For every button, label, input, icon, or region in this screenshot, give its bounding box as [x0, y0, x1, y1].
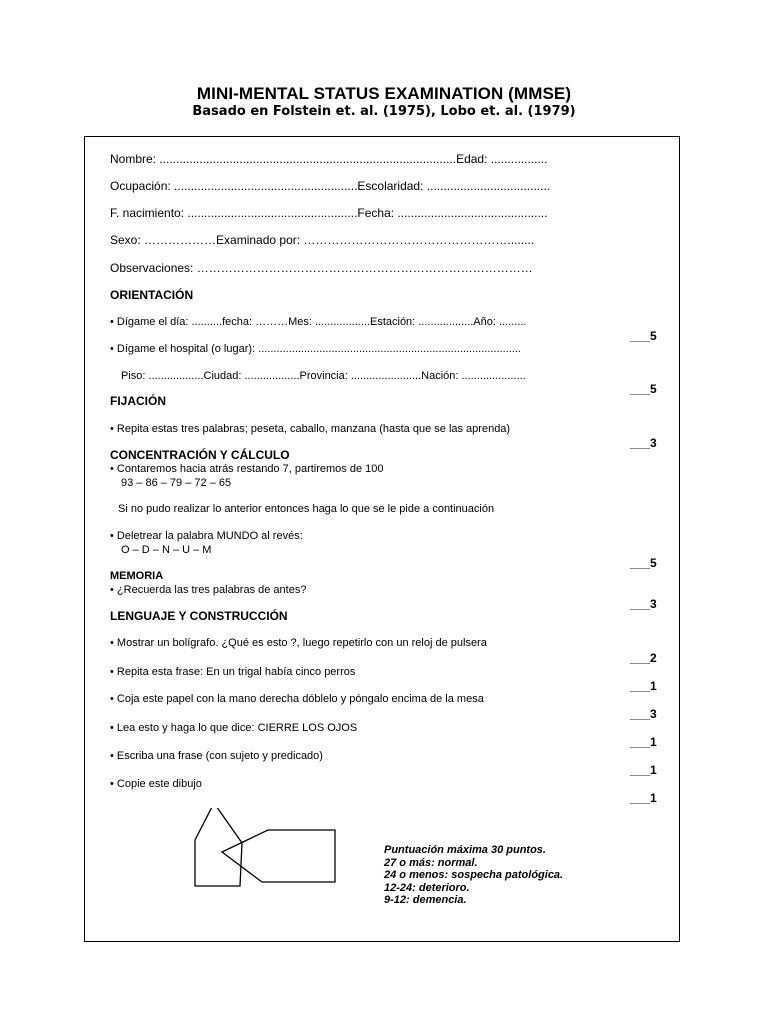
memoria-item: • ¿Recuerda las tres palabras de antes? — [110, 584, 307, 596]
score-lenguaje-item: ___2 — [630, 651, 657, 665]
sexo-examinador-field: Sexo: ………………Examinado por: ……………………………………………........ — [110, 233, 535, 247]
fijacion-item: • Repita estas tres palabras; peseta, caballo, manzana (hasta que se las aprenda) — [110, 423, 511, 435]
legend-line: 24 o menos: sospecha patológica. — [384, 869, 564, 881]
score-orientacion-tiempo: ___5 — [630, 329, 657, 343]
score-lenguaje-item: ___1 — [630, 735, 657, 749]
section-heading-lenguaje: LENGUAJE Y CONSTRUCCIÓN — [110, 609, 288, 623]
lenguaje-item: • Repita esta frase: En un trigal había cinco perros — [110, 666, 356, 678]
lenguaje-item: • Mostrar un bolígrafo. ¿Qué es esto ?, luego repetirlo con un reloj de pulsera — [110, 637, 487, 649]
score-lenguaje-item: ___1 — [630, 763, 657, 777]
score-fijacion: ___3 — [630, 436, 657, 450]
lenguaje-item: • Lea esto y haga lo que dice: CIERRE LOS OJOS — [110, 722, 358, 734]
score-orientacion-lugar: ___5 — [630, 382, 657, 396]
observaciones-field: Observaciones: ………………………………………………………………………… — [110, 261, 533, 275]
pentagon-left — [195, 808, 242, 886]
deletrear-item: • Deletrear la palabra MUNDO al revés: — [110, 530, 303, 542]
section-heading-concentracion: CONCENTRACIÓN Y CÁLCULO — [110, 448, 290, 462]
score-lenguaje-item: ___3 — [630, 707, 657, 721]
orientacion-dia-item: • Dígame el día: ..........fecha: ………Mes: ..................Estación: ..................Año: ......... — [110, 316, 527, 328]
page-subtitle: Basado en Folstein et. al. (1975), Lobo et. al. (1979) — [192, 104, 576, 119]
score-memoria: ___3 — [630, 597, 657, 611]
section-heading-memoria: MEMORIA — [110, 570, 164, 582]
score-lenguaje-item: ___1 — [630, 679, 657, 693]
score-concentracion: ___5 — [630, 556, 657, 570]
lenguaje-item: • Copie este dibujo — [110, 778, 202, 790]
page-title: MINI-MENTAL STATUS EXAMINATION (MMSE) — [196, 84, 572, 103]
lenguaje-item: • Escriba una frase (con sujeto y predicado) — [110, 750, 323, 762]
legend-line: 27 o más: normal. — [384, 856, 478, 869]
nombre-edad-field: Nombre: .........................................................................................Edad: ................. — [110, 152, 548, 166]
ocupacion-escolaridad-field: Ocupación: .......................................................Escolaridad: ..................................... — [110, 179, 551, 193]
section-heading-orientacion: ORIENTACIÓN — [110, 288, 194, 302]
score-lenguaje-item: ___1 — [630, 791, 657, 805]
lenguaje-item: • Coja este papel con la mano derecha dóblelo y póngalo encima de la mesa — [110, 693, 484, 705]
section-heading-fijacion: FIJACIÓN — [110, 394, 167, 408]
score-legend — [384, 844, 563, 907]
legend-line: 9-12: demencia. — [384, 894, 467, 906]
concentracion-note: Si no pudo realizar lo anterior entonces haga lo que se le pide a continuación — [118, 503, 495, 515]
legend-line: 12-24: deterioro. — [384, 881, 470, 894]
deletrear-letters: O – D – N – U – M — [121, 544, 212, 556]
orientacion-hospital-item: • Dígame el hospital (o lugar): ...................................................................................... — [110, 343, 521, 355]
pentagons-drawing — [190, 808, 340, 888]
orientacion-piso-item: Piso: ..................Ciudad: ..................Provincia: .......................Nación: ..................... — [121, 370, 526, 382]
nacimiento-fecha-field: F. nacimiento: ...................................................Fecha: ............................................. — [110, 206, 548, 220]
legend-line: Puntuación máxima 30 puntos. — [384, 844, 546, 856]
concentracion-series: 93 – 86 – 79 – 72 – 65 — [121, 477, 232, 489]
concentracion-item: • Contaremos hacia atrás restando 7, partiremos de 100 — [110, 463, 384, 475]
